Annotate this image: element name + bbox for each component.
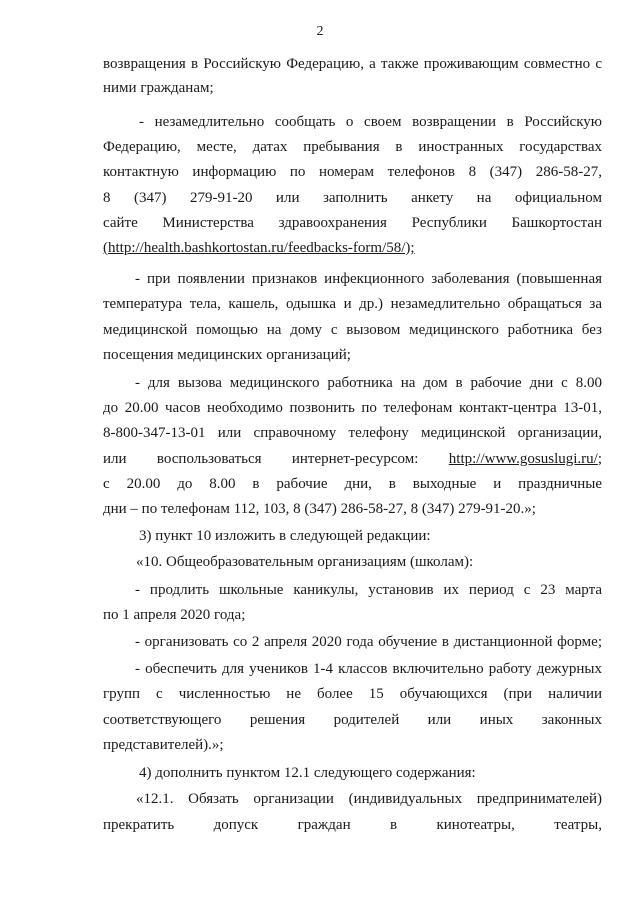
text-line: прекратить допуск граждан в кинотеатры, театры,	[103, 817, 602, 833]
text-line: медицинской помощью на дому с вызовом медицинского работника без	[103, 322, 602, 338]
text-line: - для вызова медицинского работника на дом в рабочие дни с 8.00	[135, 375, 602, 391]
text-line: 3) пункт 10 изложить в следующей редакции:	[139, 528, 431, 544]
text-line: по 1 апреля 2020 года;	[103, 607, 246, 623]
text-line: Федерацию, месте, датах пребывания в иностранных государствах	[103, 139, 602, 155]
gosuslugi-link[interactable]: http://www.gosuslugi.ru/	[448, 451, 598, 467]
text-line: сайте Министерства здравоохранения Республики Башкортостан	[103, 215, 602, 231]
text-line: с 20.00 до 8.00 в рабочие дни, в выходные и праздничные	[103, 476, 602, 492]
text-line: групп с численностью не более 15 обучающихся (при наличии	[103, 686, 602, 702]
text-line: «12.1. Обязать организации (индивидуальных предпринимателей)	[136, 791, 602, 807]
text-line: возвращения в Российскую Федерацию, а также проживающим совместно с	[103, 56, 602, 72]
text-line: - незамедлительно сообщать о своем возвращении в Российскую	[139, 114, 602, 130]
text-line: контактную информацию по номерам телефонов 8 (347) 286-58-27,	[103, 164, 602, 180]
text-line: - обеспечить для учеников 1-4 классов включительно работу дежурных	[135, 661, 602, 677]
text-line: ними гражданам;	[103, 80, 214, 96]
text-line: 8 (347) 279-91-20 или заполнить анкету на официальном	[103, 190, 602, 206]
text-line: - организовать со 2 апреля 2020 года обучение в дистанционной форме;	[135, 634, 602, 650]
text-line: посещения медицинских организаций;	[103, 347, 351, 363]
text-line: до 20.00 часов необходимо позвонить по телефонам контакт-центра 13-01,	[103, 400, 602, 416]
text-line-gosuslugi: или воспользоваться интернет-ресурсом: http://www.gosuslugi.ru/;	[103, 451, 602, 467]
text-line: «10. Общеобразовательным организациям (школам):	[136, 554, 474, 570]
health-feedback-link[interactable]: (http://health.bashkortostan.ru/feedbacks-form/58/);	[103, 240, 415, 256]
text-line: температура тела, кашель, одышка и др.) незамедлительно обращаться за	[103, 296, 602, 312]
text-line: 8-800-347-13-01 или справочному телефону медицинской организации,	[103, 425, 602, 441]
text-line: - продлить школьные каникулы, установив их период с 23 марта	[135, 582, 602, 598]
text-line: соответствующего решения родителей или иных законных	[103, 712, 602, 728]
text-line: представителей).»;	[103, 737, 224, 753]
text-line: 4) дополнить пунктом 12.1 следующего содержания:	[139, 765, 476, 781]
text-line: - при появлении признаков инфекционного заболевания (повышенная	[135, 271, 602, 287]
page-number: 2	[316, 24, 324, 39]
text-line: дни – по телефонам 112, 103, 8 (347) 286-58-27, 8 (347) 279-91-20.»;	[103, 501, 536, 517]
